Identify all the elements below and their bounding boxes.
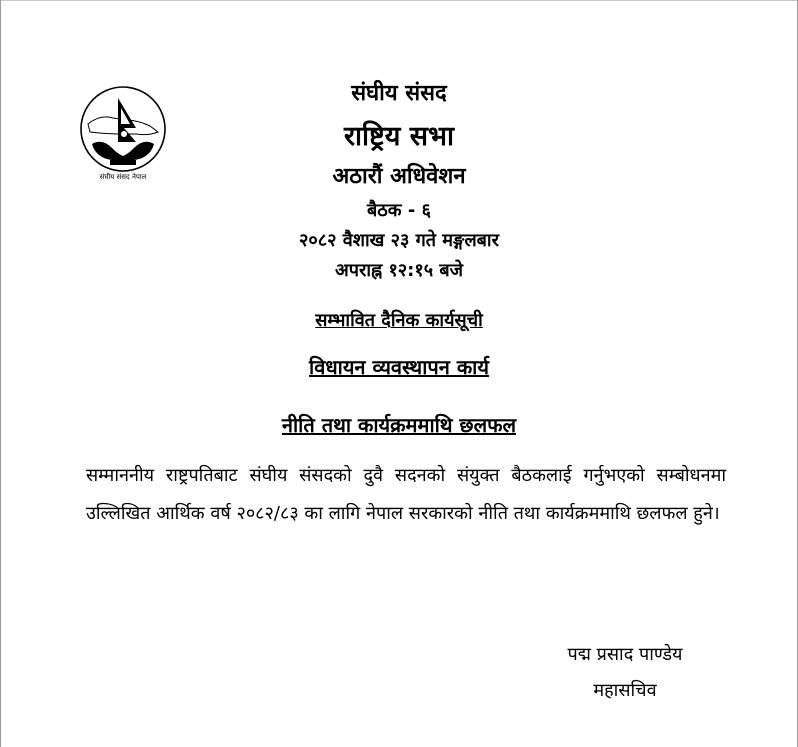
- signatory-name: पद्म प्रसाद पाण्डेय: [567, 644, 683, 665]
- header-national-assembly: राष्ट्रिय सभा: [343, 121, 455, 152]
- header-session: अठारौं अधिवेशन: [332, 164, 466, 189]
- agenda-section-heading: विधायन व्यवस्थापन कार्य: [309, 355, 489, 379]
- header-time: अपराह्न १२:१५ बजे: [334, 260, 463, 281]
- page-top-border: [0, 0, 798, 1]
- signatory-title: महासचिव: [593, 680, 657, 701]
- header-date: २०८२ वैशाख २३ गते मङ्गलबार: [299, 230, 499, 251]
- emblem-text: संघीय संसद नेपाल: [99, 173, 147, 181]
- agenda-item-heading: नीति तथा कार्यक्रममाथि छलफल: [281, 413, 517, 437]
- header-parliament: संघीय संसद: [351, 81, 447, 106]
- header-meeting: बैठक - ६: [367, 200, 431, 221]
- agenda-title: सम्भावित दैनिक कार्यसूची: [315, 310, 483, 331]
- agenda-item-description: सम्माननीय राष्ट्रपतिबाट संघीय संसदको दुवै सदनको संयुक्त बैठकलाई गर्नुभएको सम्बोधनमा उल्लिखित आर्थिक वर्ष २०८२/८३ का लागि नेपाल सरकारको नीति तथा कार्यक्रममाथि छलफल हुने।: [86, 465, 726, 524]
